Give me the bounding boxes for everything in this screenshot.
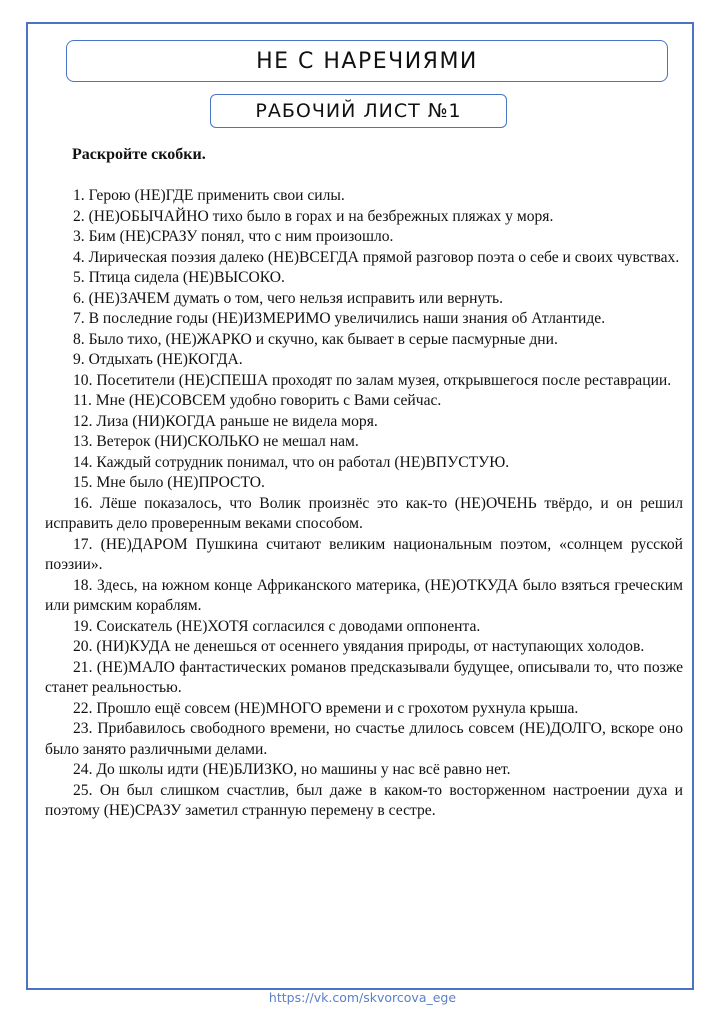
exercise-item: 19. Соискатель (НЕ)ХОТЯ согласился с доводами оппонента. xyxy=(73,617,481,635)
worksheet-subtitle xyxy=(210,94,507,128)
exercise-item: 1. Герою (НЕ)ГДЕ применить свои силы. xyxy=(73,187,345,204)
exercise-item: 13. Ветерок (НИ)СКОЛЬКО не мешал нам. xyxy=(73,433,359,450)
exercise-item: 8. Было тихо, (НЕ)ЖАРКО и скучно, как бывает в серые пасмурные дни. xyxy=(73,330,558,348)
exercise-item: 7. В последние годы (НЕ)ИЗМЕРИМО увеличились наши знания об Атлантиде. xyxy=(73,310,606,327)
exercise-item: 5. Птица сидела (НЕ)ВЫСОКО. xyxy=(73,269,285,286)
exercise-item: 12. Лиза (НИ)КОГДА раньше не видела моря. xyxy=(73,412,378,430)
exercise-item: 24. До школы идти (НЕ)БЛИЗКО, но машины у нас всё равно нет. xyxy=(73,761,511,778)
exercise-item: 18. Здесь, на южном конце Африканского материка, (НЕ)ОТКУДА было взяться греческим или римским кораблям. xyxy=(45,576,683,614)
worksheet-title-text: НЕ С НАРЕЧИЯМИ xyxy=(256,48,478,74)
task-instruction: Раскройте скобки. xyxy=(72,146,206,163)
exercise-item: 3. Бим (НЕ)СРАЗУ понял, что с ним произошло. xyxy=(73,228,394,245)
exercise-item: 6. (НЕ)ЗАЧЕМ думать о том, чего нельзя исправить или вернуть. xyxy=(73,289,504,307)
exercise-item: 11. Мне (НЕ)СОВСЕМ удобно говорить с Вами сейчас. xyxy=(73,392,442,409)
exercise-item: 9. Отдыхать (НЕ)КОГДА. xyxy=(73,351,243,368)
worksheet-title xyxy=(66,40,668,82)
exercise-item: 23. Прибавилось свободного времени, но счастье длилось совсем (НЕ)ДОЛГО, вскоре оно было занято различными делами. xyxy=(45,720,683,758)
exercise-item: 14. Каждый сотрудник понимал, что он работал (НЕ)ВПУСТУЮ. xyxy=(73,453,510,471)
exercise-item: 25. Он был слишком счастлив, был даже в каком-то восторженном настроении духа и поэтому (НЕ)СРАЗУ заметил странную перемену в сестре. xyxy=(45,781,683,819)
exercise-item: 20. (НИ)КУДА не денешься от осеннего увядания природы, от наступающих холодов. xyxy=(73,638,645,655)
footer-link[interactable]: https://vk.com/skvorcova_ege xyxy=(268,990,457,1005)
exercise-item: 16. Лёше показалось, что Волик произнёс это как-то (НЕ)ОЧЕНЬ твёрдо, и он решил исправить дело проверенным веками способом. xyxy=(45,494,683,532)
exercise-item: 17. (НЕ)ДАРОМ Пушкина считают великим национальным поэтом, «солнцем русской поэзии». xyxy=(45,535,683,573)
exercise-item: 21. (НЕ)МАЛО фантастических романов предсказывали будущее, описывали то, что позже станет реальностью. xyxy=(45,658,683,696)
exercise-list xyxy=(45,186,683,822)
exercise-item: 10. Посетители (НЕ)СПЕША проходят по залам музея, открывшегося после реставрации. xyxy=(73,371,672,389)
worksheet-subtitle-text: РАБОЧИЙ ЛИСТ №1 xyxy=(255,100,462,122)
exercise-item: 22. Прошло ещё совсем (НЕ)МНОГО времени и с грохотом рухнула крыша. xyxy=(73,699,579,717)
exercise-item: 15. Мне было (НЕ)ПРОСТО. xyxy=(73,474,265,491)
exercise-item: 2. (НЕ)ОБЫЧАЙНО тихо было в горах и на безбрежных пляжах у моря. xyxy=(73,207,554,225)
exercise-item: 4. Лирическая поэзия далеко (НЕ)ВСЕГДА прямой разговор поэта о себе и своих чувствах. xyxy=(73,248,680,266)
